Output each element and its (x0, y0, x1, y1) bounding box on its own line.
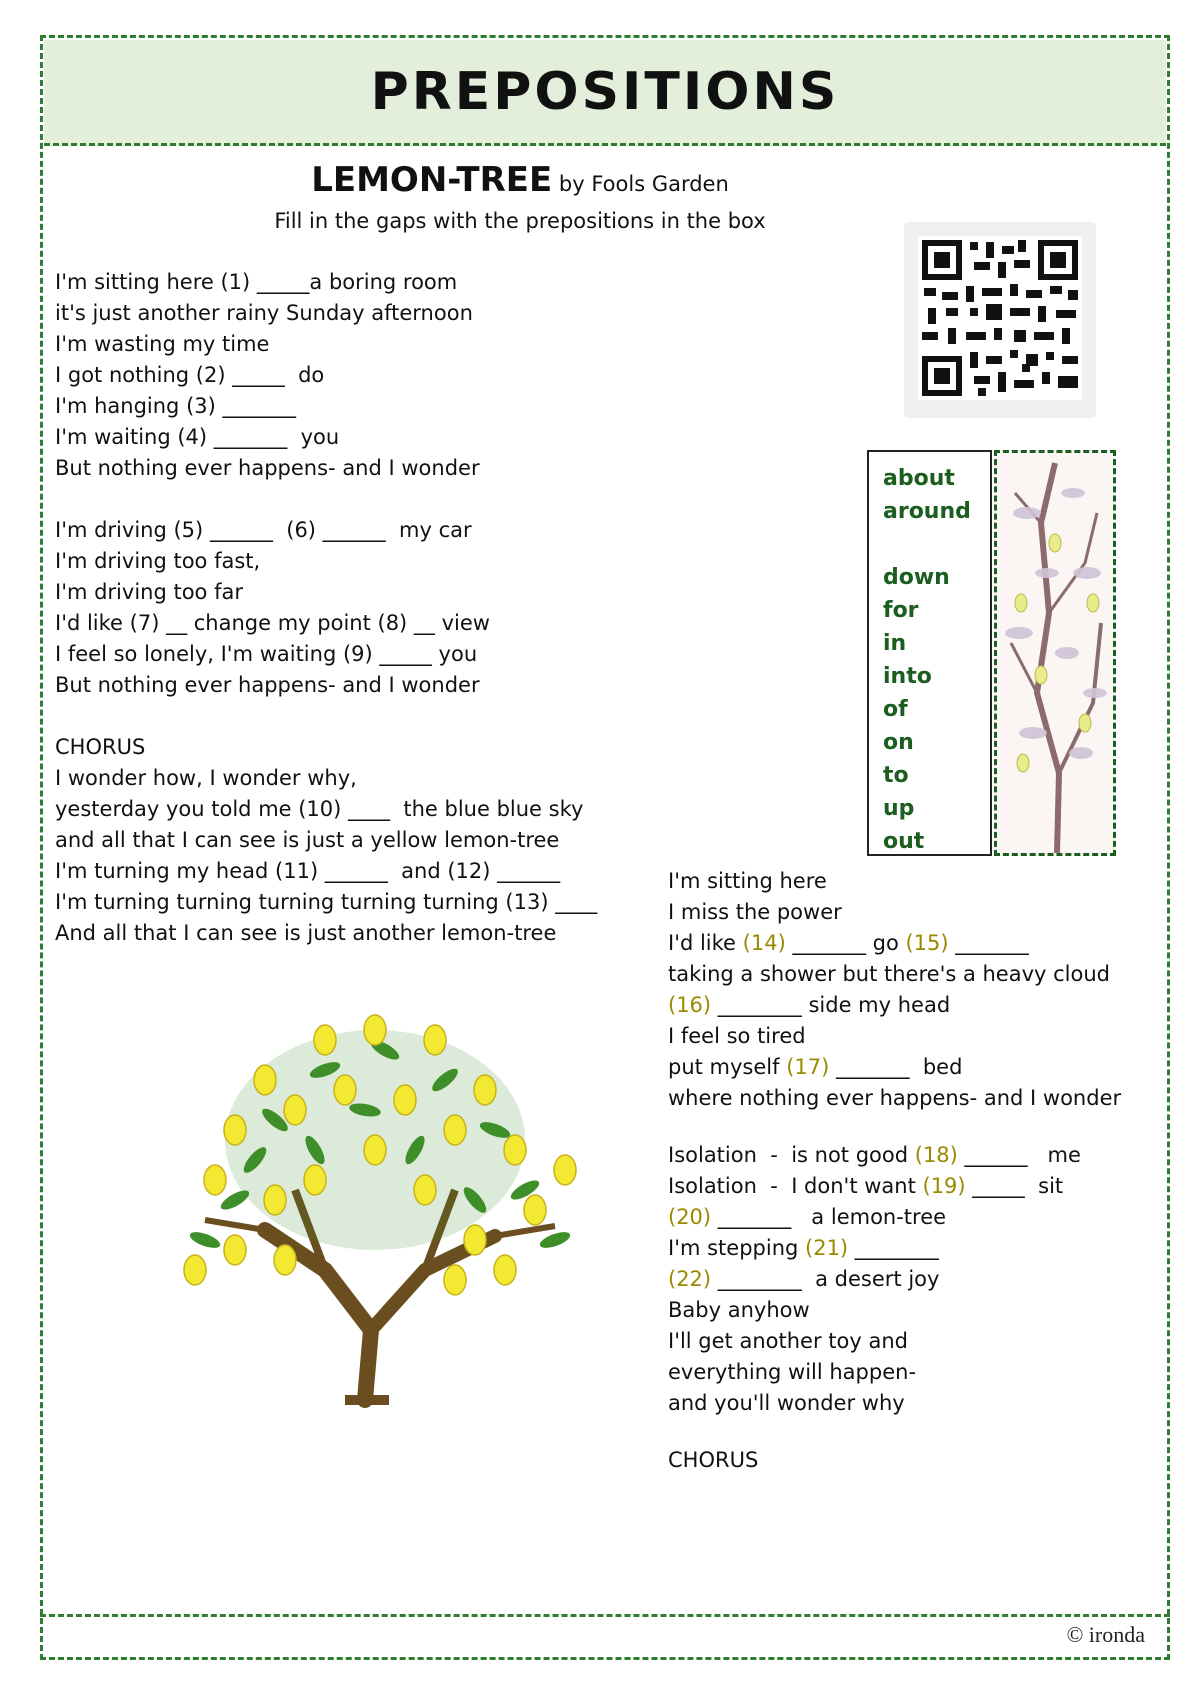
lemon-branch-image (994, 450, 1116, 856)
lyrics-left-column (55, 267, 625, 945)
preposition-word: on (883, 730, 914, 755)
lemon-branch-illustration (997, 453, 1113, 853)
lyric-line: I'm driving too fast, (55, 549, 261, 573)
lyric-text: Baby anyhow (668, 1298, 810, 1322)
lyric-text: I'm sitting here (668, 869, 827, 893)
lyric-text: Isolation - is not good (668, 1143, 915, 1167)
lyric-text: _______ (948, 931, 1029, 955)
lyric-line: But nothing ever happens- and I wonder (55, 673, 480, 697)
lyric-line (55, 701, 625, 732)
lyric-line (668, 990, 1148, 1021)
stanza-gap (668, 1114, 1148, 1140)
gap-number: (19) (922, 1174, 966, 1198)
lyric-line (668, 1171, 1148, 1202)
lyric-text: I'm stepping (668, 1236, 806, 1260)
lyrics-right-column (668, 866, 1148, 1476)
lyric-line: And all that I can see is just another lemon-tree (55, 921, 557, 945)
song-heading (0, 160, 1040, 200)
gap-number: (16) (668, 993, 712, 1017)
gap-number: (20) (668, 1205, 712, 1229)
lyric-line (668, 1445, 1148, 1476)
gap-number: (14) (742, 931, 786, 955)
lyric-text: _______ go (785, 931, 906, 955)
lyric-text: ________ (848, 1236, 939, 1260)
qr-code-icon (918, 236, 1082, 400)
lyric-text: CHORUS (668, 1448, 759, 1472)
preposition-word: for (883, 598, 919, 623)
lyric-line (668, 1233, 1148, 1264)
lyric-line: I'm hanging (3) _______ (55, 394, 296, 418)
copyright-text: © ironda (1066, 1622, 1145, 1647)
song-title: LEMON-TREE (311, 160, 553, 200)
word-spacer (883, 528, 990, 561)
lyric-text: everything will happen- (668, 1360, 917, 1384)
song-artist: by Fools Garden (552, 172, 729, 196)
page-title: PREPOSITIONS (370, 62, 840, 122)
lyric-line (668, 1140, 1148, 1171)
lyric-line: I'm turning my head (11) ______ and (12) ______ (55, 859, 561, 883)
lyric-line: I'm turning turning turning turning turning (13) ____ (55, 890, 598, 914)
lyric-line: I feel so lonely, I'm waiting (9) _____ you (55, 642, 478, 666)
lyric-line: I'm waiting (4) _______ you (55, 425, 340, 449)
word-box (867, 450, 992, 856)
lyric-line: But nothing ever happens- and I wonder (55, 456, 480, 480)
preposition-word: of (883, 697, 908, 722)
lyric-line: I'd like (7) __ change my point (8) __ view (55, 611, 490, 635)
lyric-text: Isolation - I don't want (668, 1174, 923, 1198)
lyric-text: taking a shower but there's a heavy cloud (668, 962, 1110, 986)
gap-number: (15) (905, 931, 949, 955)
lyric-text: _______ bed (829, 1055, 963, 1079)
footer-divider (40, 1614, 1170, 1617)
lyric-line: I'm driving (5) ______ (6) ______ my car (55, 518, 472, 542)
lyric-text: ________ a desert joy (711, 1267, 940, 1291)
lyric-text: and you'll wonder why (668, 1391, 905, 1415)
title-band (44, 40, 1166, 146)
lyric-line (668, 1052, 1148, 1083)
lyric-text: _______ a lemon-tree (711, 1205, 947, 1229)
lyric-line (55, 484, 625, 515)
lyric-line: CHORUS (55, 735, 146, 759)
gap-number: (17) (786, 1055, 830, 1079)
lyric-line (668, 897, 1148, 928)
lyric-text: I'll get another toy and (668, 1329, 908, 1353)
preposition-word: into (883, 664, 932, 689)
preposition-word: up (883, 796, 915, 821)
preposition-word: about (883, 466, 955, 491)
lyric-line (668, 1295, 1148, 1326)
lyric-line: I'm wasting my time (55, 332, 270, 356)
lyric-text: _____ sit (965, 1174, 1064, 1198)
lyric-line (668, 1388, 1148, 1419)
qr-code[interactable] (904, 222, 1096, 418)
lyric-line (668, 1264, 1148, 1295)
lyric-line (668, 959, 1148, 990)
word-list (869, 452, 990, 858)
lyric-line (668, 1021, 1148, 1052)
stanza-gap (668, 1419, 1148, 1445)
gap-number: (18) (914, 1143, 958, 1167)
lyric-text: ______ me (957, 1143, 1081, 1167)
lyric-text: I miss the power (668, 900, 842, 924)
preposition-word: out (883, 829, 925, 854)
lyric-line (668, 866, 1148, 897)
lyric-line (668, 1357, 1148, 1388)
lyric-text: where nothing ever happens- and I wonder (668, 1086, 1122, 1110)
lemon-tree-illustration (175, 1000, 595, 1420)
preposition-word: to (883, 763, 909, 788)
lyric-line: and all that I can see is just a yellow lemon-tree (55, 828, 560, 852)
lyric-line (668, 1326, 1148, 1357)
lyric-line (668, 1202, 1148, 1233)
lyric-line: I got nothing (2) _____ do (55, 363, 325, 387)
lemon-tree-image (175, 1000, 595, 1420)
preposition-word: around (883, 499, 971, 524)
gap-number: (22) (668, 1267, 712, 1291)
preposition-word: in (883, 631, 907, 656)
lyric-text: ________ side my head (711, 993, 951, 1017)
lyric-text: I feel so tired (668, 1024, 806, 1048)
lyric-text: I'd like (668, 931, 743, 955)
instruction-text: Fill in the gaps with the prepositions in the box (274, 209, 766, 233)
lyric-line (668, 1083, 1148, 1114)
lyric-line: I'm sitting here (1) _____a boring room (55, 270, 458, 294)
lyric-line: it's just another rainy Sunday afternoon (55, 301, 473, 325)
lyric-line (668, 928, 1148, 959)
lyric-line: I'm driving too far (55, 580, 243, 604)
gap-number: (21) (805, 1236, 849, 1260)
preposition-word: down (883, 565, 950, 590)
lyric-text: put myself (668, 1055, 787, 1079)
lyric-line: I wonder how, I wonder why, (55, 766, 357, 790)
lyric-line: yesterday you told me (10) ____ the blue blue sky (55, 797, 584, 821)
